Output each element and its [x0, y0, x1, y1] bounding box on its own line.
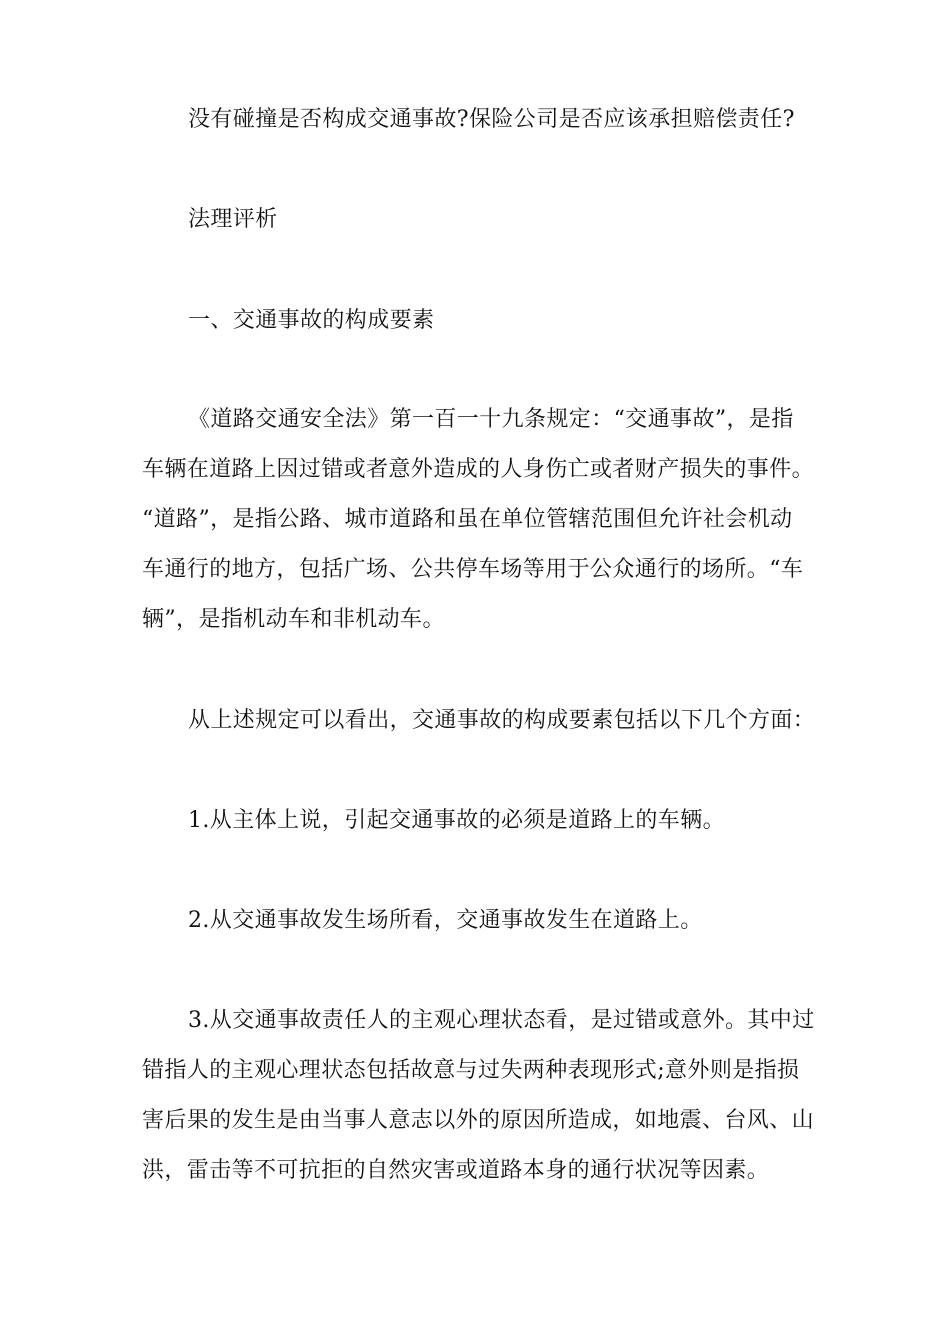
paragraph-line: 《道路交通安全法》第一百一十九条规定：“交通事故”，是指 — [188, 407, 794, 432]
paragraph-line: 辆”，是指机动车和非机动车。 — [142, 607, 445, 632]
paragraph-line: “道路”，是指公路、城市道路和虽在单位管辖范围但允许社会机动 — [142, 507, 793, 532]
section-heading: 法理评析 — [188, 207, 278, 232]
point-2: 2.从交通事故发生场所看，交通事故发生在道路上。 — [188, 908, 703, 933]
paragraph-line: 错指人的主观心理状态包括故意与过失两种表现形式;意外则是指损 — [142, 1058, 800, 1083]
subsection-heading: 一、交通事故的构成要素 — [188, 308, 435, 333]
point-1: 1.从主体上说，引起交通事故的必须是道路上的车辆。 — [188, 808, 725, 833]
paragraph-line: 洪，雷击等不可抗拒的自然灾害或道路本身的通行状况等因素。 — [142, 1158, 770, 1183]
summary-line: 从上述规定可以看出，交通事故的构成要素包括以下几个方面： — [188, 708, 816, 733]
question-line: 没有碰撞是否构成交通事故?保险公司是否应该承担赔偿责任? — [188, 107, 795, 132]
paragraph-line: 车辆在道路上因过错或者意外造成的人身伤亡或者财产损失的事件。 — [142, 457, 815, 482]
paragraph-line: 3.从交通事故责任人的主观心理状态看，是过错或意外。其中过 — [188, 1008, 815, 1033]
paragraph-line: 车通行的地方，包括广场、公共停车场等用于公众通行的场所。“车 — [142, 557, 804, 582]
paragraph-line: 害后果的发生是由当事人意志以外的原因所造成，如地震、台风、山 — [142, 1108, 815, 1133]
